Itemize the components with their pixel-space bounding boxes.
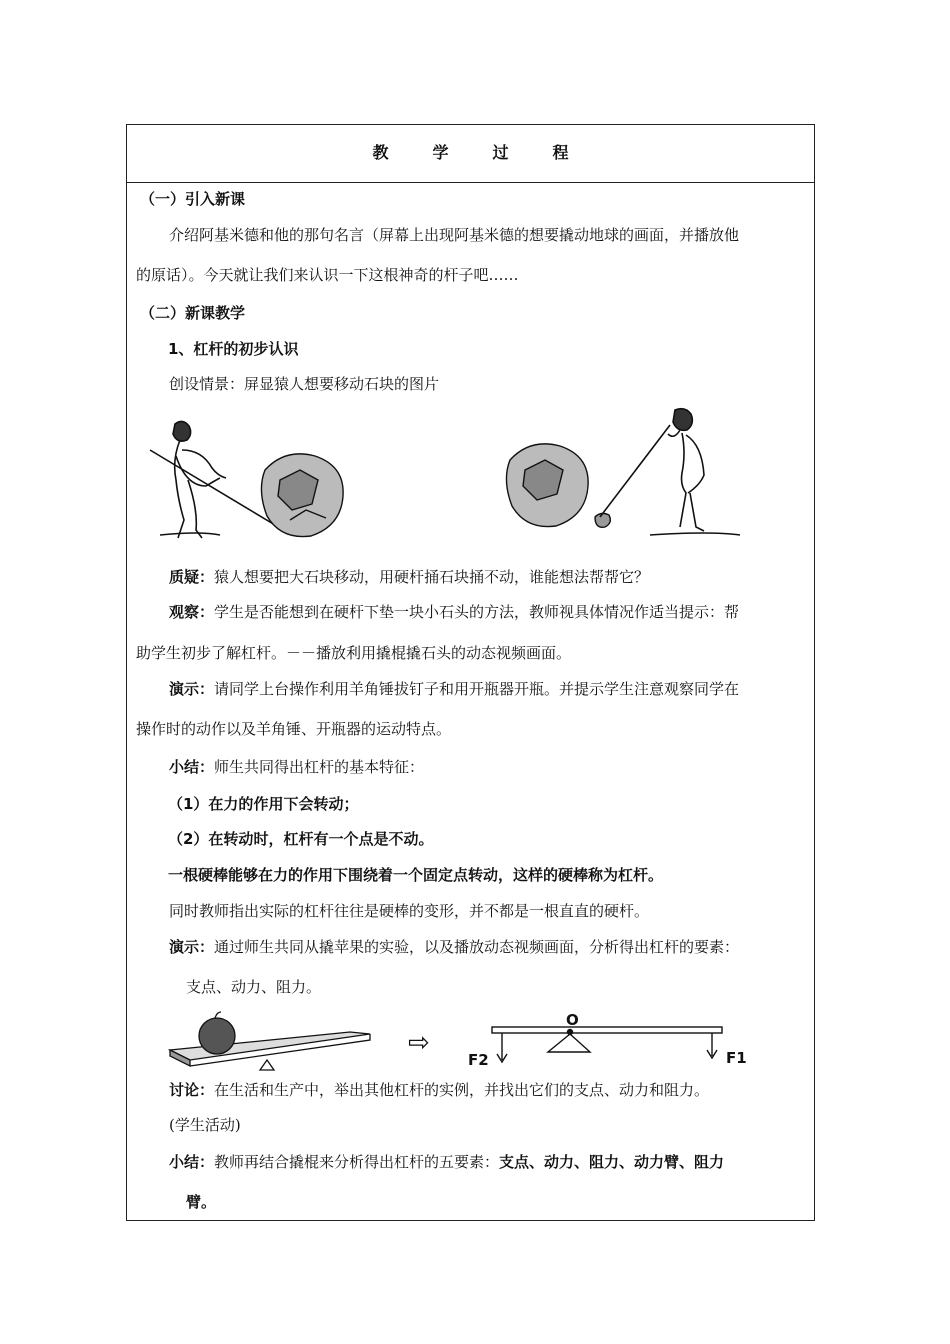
summary-line	[169, 757, 424, 777]
feature-1: （1）在力的作用下会转动；	[168, 795, 359, 813]
summary2-label: 小结：	[169, 1153, 215, 1171]
demo2-line	[169, 937, 739, 957]
demo-text-line2: 操作时的动作以及羊角锤、开瓶器的运动特点。	[136, 720, 452, 738]
observe-line	[169, 602, 739, 622]
question-text: 猿人想要把大石块移动，用硬杆捅石块捅不动，谁能想法帮帮它？	[214, 568, 650, 586]
summary-text: 师生共同得出杠杆的基本特征：	[214, 758, 425, 776]
intro-heading: （一）引入新课	[140, 190, 246, 208]
discuss-line	[169, 1080, 709, 1100]
observe-label: 观察：	[169, 603, 215, 621]
demo-label: 演示：	[169, 680, 215, 698]
intro-paragraph-line1: 介绍阿基米德和他的那句名言（屏幕上出现阿基米德的想要撬动地球的画面，并播放他	[169, 226, 740, 244]
observe-text-line2: 助学生初步了解杠杆。－－播放利用撬棍撬石头的动态视频画面。	[136, 644, 572, 662]
fulcrum-label: O	[566, 1011, 579, 1029]
feature-2: （2）在转动时，杠杆有一个点是不动。	[168, 830, 434, 848]
subsection-lever-intro: 1、杠杆的初步认识	[168, 340, 299, 358]
demo-line	[169, 679, 739, 699]
demo-text: 请同学上台操作利用羊角锤拔钉子和用开瓶器开瓶。并提示学生注意观察同学在	[214, 680, 740, 698]
caveman-lever-rock-illustration	[490, 405, 750, 545]
demo2-label: 演示：	[169, 938, 215, 956]
summary2-line	[169, 1152, 724, 1172]
table-header	[127, 125, 814, 183]
summary-label: 小结：	[169, 758, 215, 776]
student-activity: (学生活动)	[169, 1116, 241, 1134]
lever-definition: 一根硬棒能够在力的作用下围绕着一个固定点转动，这样的硬棒称为杠杆。	[168, 866, 664, 884]
summary2-bold: 支点、动力、阻力、动力臂、阻力	[499, 1153, 725, 1171]
question-label: 质疑：	[169, 568, 215, 586]
discuss-label: 讨论：	[169, 1081, 215, 1099]
demo2-text: 通过师生共同从撬苹果的实验，以及播放动态视频画面，分析得出杠杆的要素：	[214, 938, 740, 956]
intro-paragraph-line2: 的原话）。今天就让我们来认识一下这根神奇的杆子吧……	[136, 266, 519, 284]
table-title: 教学过程	[372, 143, 613, 162]
new-lesson-heading: （二）新课教学	[140, 304, 246, 322]
apple-lever-illustration	[165, 1010, 395, 1076]
lever-force-diagram	[462, 1010, 762, 1080]
arrow-icon: ⇨	[408, 1028, 430, 1058]
summary2-end: 臂。	[186, 1193, 217, 1211]
observe-text: 学生是否能想到在硬杆下垫一块小石头的方法，教师视具体情况作适当提示：帮	[214, 603, 740, 621]
summary2-text: 教师再结合撬棍来分析得出杠杆的五要素：	[214, 1153, 500, 1171]
force-f1-label: F1	[726, 1049, 747, 1067]
question-line	[169, 567, 649, 587]
teacher-note: 同时教师指出实际的杠杆往往是硬棒的变形，并不都是一根直直的硬杆。	[169, 902, 650, 920]
caveman-pushing-rock-illustration	[140, 410, 360, 545]
lever-elements: 支点、动力、阻力。	[186, 978, 322, 996]
discuss-text: 在生活和生产中，举出其他杠杆的实例，并找出它们的支点、动力和阻力。	[214, 1081, 710, 1099]
force-f2-label: F2	[468, 1051, 489, 1069]
scenario-text: 创设情景：屏显猿人想要移动石块的图片	[169, 375, 440, 393]
